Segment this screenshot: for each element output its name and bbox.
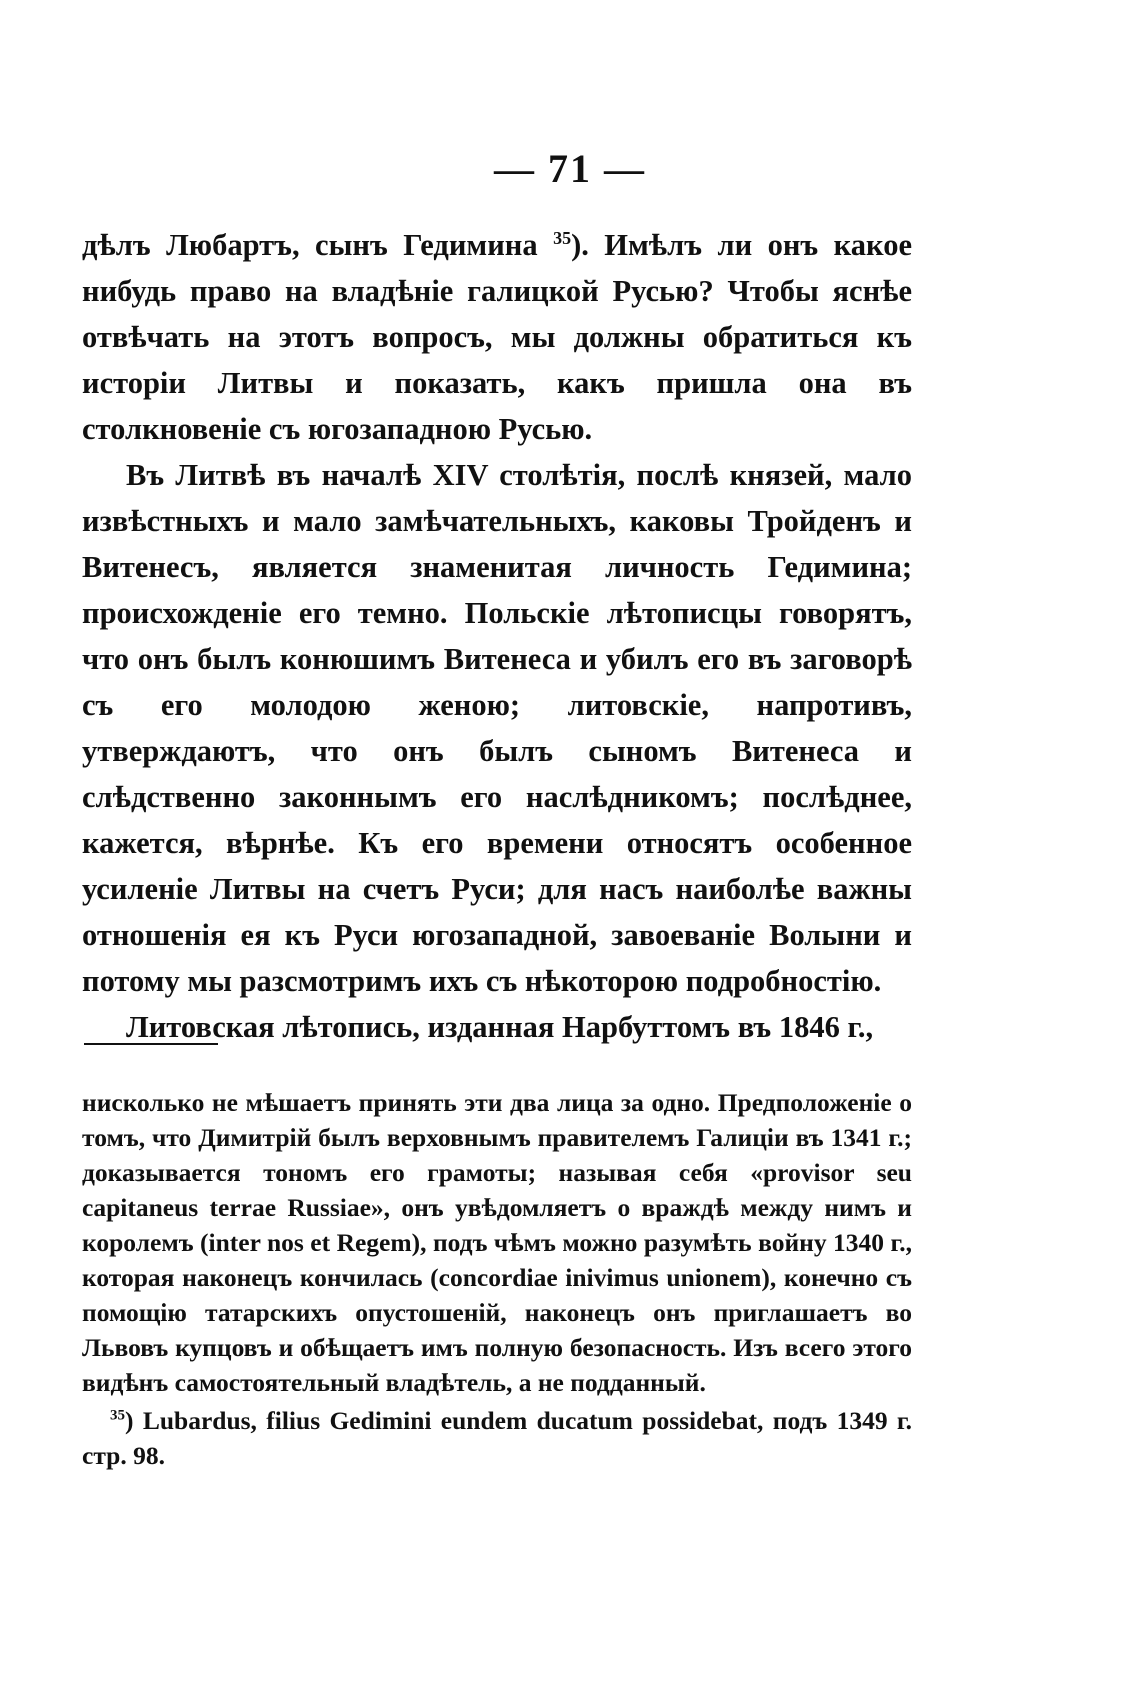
paragraph-1-rest: ). Имѣлъ ли онъ какое нибудь право на владѣніе галицкой Русью? Чтобы яснѣе отвѣчать на этотъ вопросъ, мы должны обратиться къ исторіи Литвы и показать, какъ пришла она въ столкновеніе съ югозападною Русью. <box>82 228 912 446</box>
paragraph-1 <box>82 222 912 452</box>
footnote-continuation: нисколько не мѣшаетъ принять эти два лица за одно. Предположеніе о томъ, что Димитрій былъ верховнымъ правителемъ Галиціи въ 1341 г.; доказывается тономъ его грамоты; называя себя «provisor seu capitaneus terrae Russiae», онъ увѣдомляетъ о враждѣ между нимъ и королемъ (inter nos et Regem), подъ чѣмъ можно разумѣть войну 1340 г., которая наконецъ кончилась (concordiae inivimus unionem), конечно съ помощію татарскихъ опустошеній, наконецъ онъ приглашаетъ во Львовъ купцовъ и обѣщаетъ имъ полную безопасность. Изъ всего этого видѣнъ самостоятельный владѣтель, а не подданный. <box>82 1088 912 1397</box>
main-text <box>82 222 912 1050</box>
paragraph-3: Литовская лѣтопись, изданная Нарбуттомъ въ 1846 г., <box>126 1010 874 1044</box>
paragraph-1-text: дѣлъ Любартъ, сынъ Гедимина <box>82 228 554 262</box>
page-number: — 71 — <box>494 146 646 191</box>
footnote-ref-35: 35 <box>553 227 572 248</box>
footnote-35-marker: 35 <box>110 1407 125 1424</box>
footnotes <box>82 1085 912 1473</box>
paragraph-2: Въ Литвѣ въ началѣ XIV столѣтія, послѣ князей, мало извѣстныхъ и мало замѣчательныхъ, каковы Тройденъ и Витенесъ, является знаменитая личность Гедимина; происхожденіе его темно. Польскіе лѣтописцы говорятъ, что онъ былъ конюшимъ Витенеса и убилъ его въ заговорѣ съ его молодою женою; литовскіе, напротивъ, утверждаютъ, что онъ былъ сыномъ Витенеса и слѣдственно законнымъ его наслѣдникомъ; послѣднее, кажется, вѣрнѣе. Къ его времени относятъ особенное усиленіе Литвы на счетъ Руси; для насъ наиболѣе важны отношенія ея къ Руси югозападной, завоеваніе Волыни и потому мы разсмотримъ ихъ съ нѣкоторою подробностію. <box>82 458 912 998</box>
footnote-35-text: ) Lubardus, filius Gedimini eundem ducatum possidebat, подъ 1349 г. стр. 98. <box>82 1406 912 1470</box>
footnote-35 <box>82 1403 912 1473</box>
footnote-divider <box>84 1043 218 1045</box>
